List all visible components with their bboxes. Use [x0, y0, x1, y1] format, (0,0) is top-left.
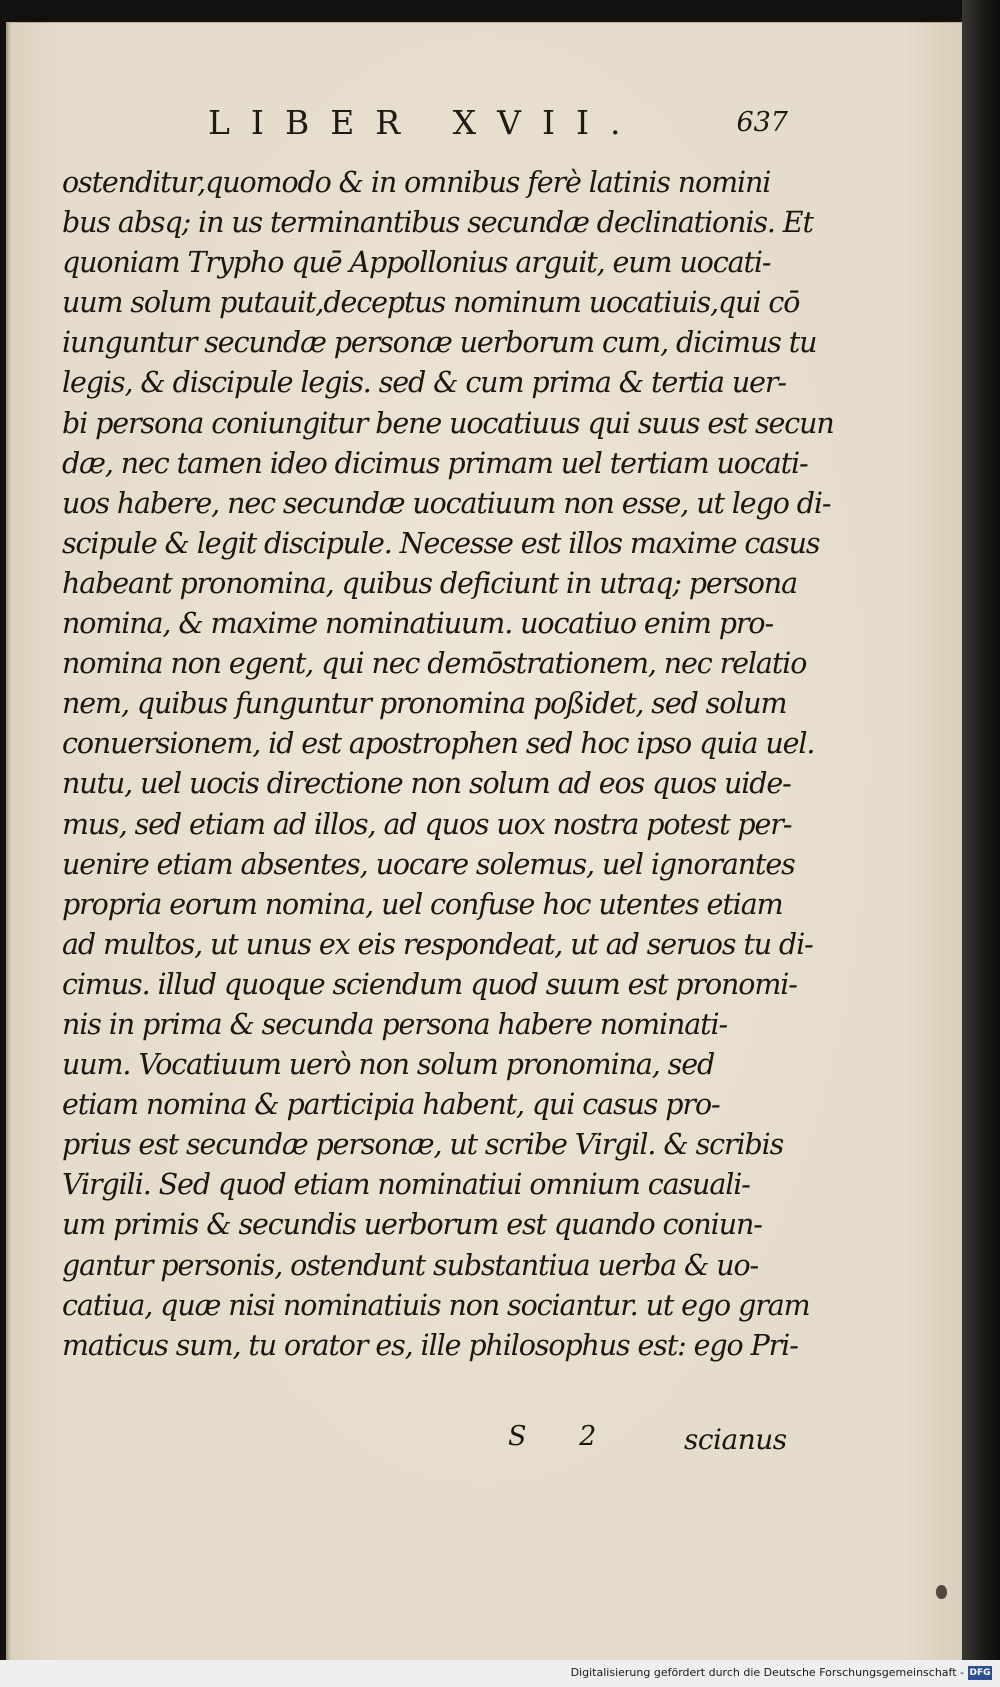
signature-mark: S 2 [508, 1421, 619, 1452]
text-line: habeant pronomina, quibus deficiunt in utraq; persona [62, 566, 797, 600]
text-line: nis in prima & secunda persona habere nominati- [62, 1007, 728, 1041]
text-line: uum solum putauit,deceptus nominum uocatiuis,qui cō [62, 286, 800, 320]
running-head [156, 95, 806, 145]
text-line: etiam nomina & participia habent, qui casus pro- [62, 1088, 720, 1122]
text-line: nutu, uel uocis directione non solum ad eos quos uide- [62, 767, 791, 801]
digitization-credit-bar [0, 1660, 1000, 1687]
text-line: maticus sum, tu orator es, ille philosophus est: ego Pri- [62, 1328, 798, 1362]
text-line: legis, & discipule legis. sed & cum prima & tertia uer- [62, 366, 786, 400]
text-line: propria eorum nomina, uel confuse hoc utentes etiam [62, 887, 783, 921]
page-edge [6, 23, 11, 1661]
text-line: um primis & secundis uerborum est quando coniun- [62, 1208, 762, 1242]
text-line: uenire etiam absentes, uocare solemus, uel ignorantes [62, 847, 795, 881]
text-line: Virgili. Sed quod etiam nominatiui omnium casuali- [62, 1168, 750, 1202]
text-line: ostenditur,quomodo & in omnibus ferè latinis nomini [62, 166, 771, 199]
running-head-title: LIBER XVII. [208, 103, 642, 142]
book-gutter [962, 0, 1000, 1687]
text-line: gantur personis, ostendunt substantiua uerba & uo- [62, 1248, 759, 1282]
text-line: iunguntur secundæ personæ uerborum cum, dicimus tu [62, 326, 817, 360]
text-line: bi persona coniungitur bene uocatiuus qui suus est secun [62, 406, 834, 440]
credit-text: Digitalisierung gefördert durch die Deutsche Forschungsgemeinschaft - [570, 1666, 964, 1679]
text-line: nomina non egent, qui nec demōstrationem, nec relatio [62, 647, 807, 681]
text-line: cimus. illud quoque sciendum quod suum est pronomi- [62, 967, 797, 1001]
dfg-logo: DFG [969, 1668, 991, 1678]
ink-blot [936, 1585, 947, 1599]
signature-line [62, 1421, 787, 1465]
text-line: uum. Vocatiuum uerò non solum pronomina, sed [62, 1048, 715, 1082]
text-line: quoniam Trypho quē Appollonius arguit, eum uocati- [62, 246, 771, 280]
text-line: ad multos, ut unus ex eis respondeat, ut ad seruos tu di- [62, 927, 813, 961]
catchword: scianus [684, 1423, 787, 1456]
text-line: conuersionem, id est apostrophen sed hoc ipso quia uel. [62, 727, 815, 761]
text-line: prius est secundæ personæ, ut scribe Virgil. & scribis [62, 1128, 784, 1162]
text-line: bus absq; in us terminantibus secundæ declinationis. Et [62, 206, 813, 240]
body-text [62, 163, 834, 1366]
page-number: 637 [736, 107, 788, 138]
text-line: nomina, & maxime nominatiuum. uocatiuo enim pro- [62, 607, 774, 641]
text-line: mus, sed etiam ad illos, ad quos uox nostra potest per- [62, 807, 792, 841]
text-line: scipule & legit discipule. Necesse est illos maxime casus [62, 526, 820, 560]
book-page [6, 22, 962, 1661]
text-line: catiua, quæ nisi nominatiuis non sociantur. ut ego gram [62, 1288, 810, 1322]
text-line: nem, quibus funguntur pronomina poßidet, sed solum [62, 687, 787, 721]
text-line: dæ, nec tamen ideo dicimus primam uel tertiam uocati- [62, 446, 808, 480]
text-line: uos habere, nec secundæ uocatiuum non esse, ut lego di- [62, 486, 831, 520]
